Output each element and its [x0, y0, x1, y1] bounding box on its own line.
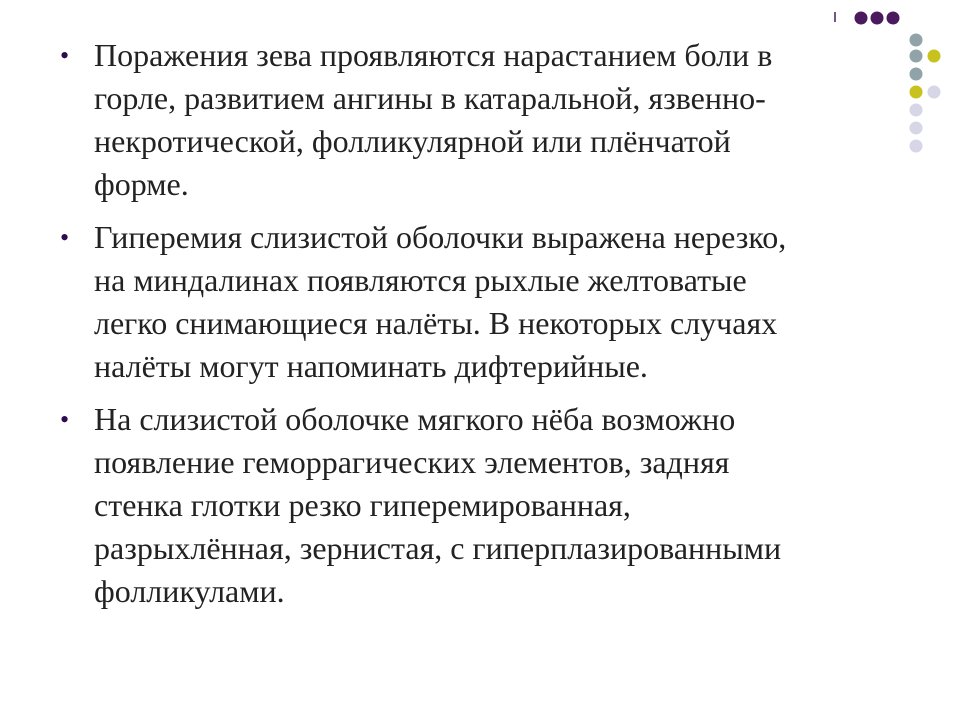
decorative-dot — [910, 34, 923, 47]
decorative-dot — [910, 122, 923, 135]
bullet-marker: • — [60, 223, 70, 252]
bullet-text-2 — [94, 216, 786, 388]
bullet-2-line-3: легко снимающиеся налёты. В некоторых случаях — [94, 305, 778, 341]
decorative-dot — [871, 12, 884, 25]
bullet-3-line-2: появление геморрагических элементов, задняя — [94, 444, 730, 480]
decorative-dot — [910, 86, 923, 99]
bullet-2-line-4: налёты могут напоминать дифтерийные. — [94, 348, 648, 384]
bullet-3-line-1: На слизистой оболочке мягкого нёба возможно — [94, 401, 736, 437]
bullet-3-line-5: фолликулами. — [94, 573, 285, 609]
bullet-1-line-2: горле, развитием ангины в катаральной, язвенно- — [94, 80, 766, 116]
bullet-1-line-3: некротической, фолликулярной или плёнчатой — [94, 123, 731, 159]
decorative-dot — [910, 140, 923, 153]
bullet-1-line-1: Поражения зева проявляются нарастанием боли в — [94, 37, 773, 73]
bullet-3-line-4: разрыхлённая, зернистая, с гиперплазированными — [94, 530, 782, 566]
bullet-marker: • — [60, 405, 70, 434]
decorative-dot — [910, 50, 923, 63]
decorative-dot — [855, 12, 868, 25]
bullet-text-3 — [94, 398, 781, 613]
bullet-2-line-1: Гиперемия слизистой оболочки выражена нерезко, — [94, 219, 787, 255]
bullet-2-line-2: на миндалинах появляются рыхлые желтоватые — [94, 262, 747, 298]
bullet-item-3 — [58, 398, 898, 613]
bullet-list — [58, 34, 898, 623]
bullet-1-line-4: форме. — [94, 166, 189, 202]
bullet-item-1 — [58, 34, 898, 206]
bullet-item-2 — [58, 216, 898, 388]
decorative-dot — [887, 12, 900, 25]
bullet-marker: • — [60, 41, 70, 70]
bullet-text-1 — [94, 34, 772, 206]
bullet-3-line-3: стенка глотки резко гиперемированная, — [94, 487, 631, 523]
decorative-dot — [928, 50, 941, 63]
decorative-dot — [910, 68, 923, 81]
decorative-dot — [910, 104, 923, 117]
decorative-dot — [928, 86, 941, 99]
